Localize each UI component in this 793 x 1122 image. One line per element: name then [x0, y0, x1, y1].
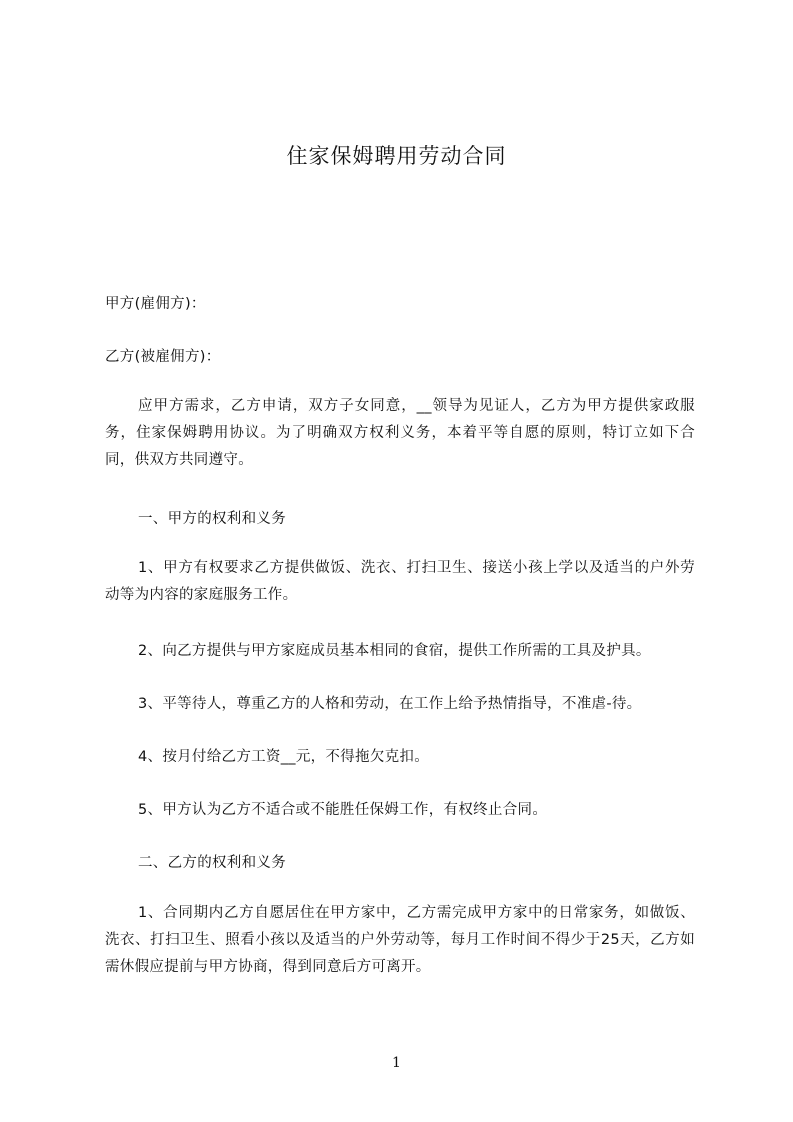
section-2-heading: 二、乙方的权利和义务	[138, 855, 286, 871]
document-title: 住家保姆聘用劳动合同	[286, 144, 507, 168]
page-number: 1	[392, 1055, 401, 1071]
section-1-item-1: 1、甲方有权要求乙方提供做饭、洗衣、打扫卫生、接送小孩上学以及适当的户外劳动等为内容的家庭服务工作。	[105, 560, 695, 603]
party-b-label: 乙方(被雇佣方)：	[105, 349, 221, 365]
section-1-item-2: 2、向乙方提供与甲方家庭成员基本相同的食宿，提供工作所需的工具及护具。	[138, 643, 651, 659]
section-1-item-3: 3、平等待人，尊重乙方的人格和劳动，在工作上给予热情指导，不准虐-待。	[138, 696, 642, 712]
party-a-label: 甲方(雇佣方)：	[105, 296, 206, 312]
section-2-item-1: 1、合同期内乙方自愿居住在甲方家中，乙方需完成甲方家中的日常家务，如做饭、洗衣、打扫卫生、照看小孩以及适当的户外劳动等，每月工作时间不得少于25天，乙方如需休假应提前与甲方协商，得到同意后方可离开。	[105, 905, 695, 975]
section-1-item-5: 5、甲方认为乙方不适合或不能胜任保姆工作，有权终止合同。	[138, 802, 548, 818]
intro-paragraph: 应甲方需求，乙方申请，双方子女同意，__领导为见证人，乙方为甲方提供家政服务，住家保姆聘用协议。为了明确双方权利义务，本着平等自愿的原则，特订立如下合同，供双方共同遵守。	[105, 398, 695, 468]
section-1-heading: 一、甲方的权利和义务	[138, 511, 286, 527]
section-1-item-4: 4、按月付给乙方工资__元，不得拖欠克扣。	[138, 749, 430, 765]
